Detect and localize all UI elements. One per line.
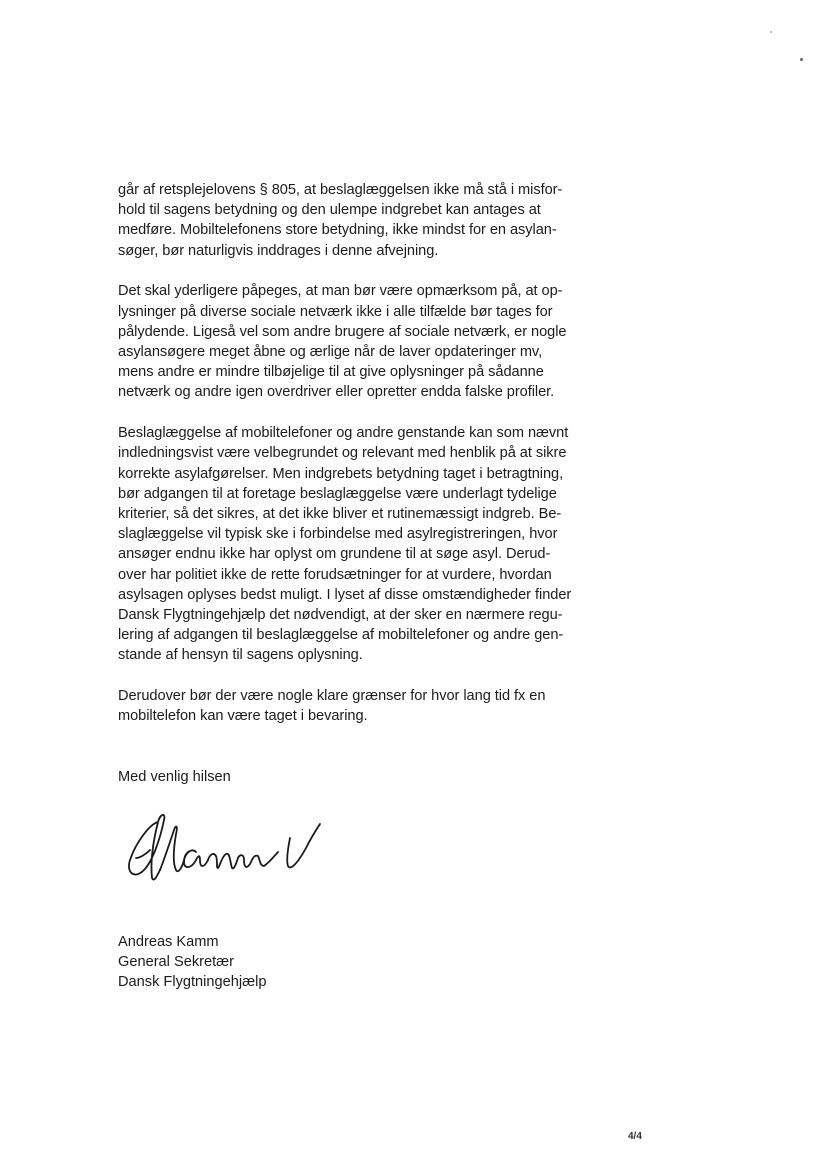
signer-block	[118, 932, 266, 993]
text-line: slaglæggelse vil typisk ske i forbindelse med asylregistreringen, hvor	[118, 526, 558, 543]
text-line: mens andre er mindre tilbøjelige til at give oplysninger på sådanne	[118, 364, 544, 381]
text-line: hold til sagens betydning og den ulempe indgrebet kan antages at	[118, 202, 541, 219]
paragraph	[118, 281, 598, 402]
paragraph	[118, 180, 598, 261]
text-line: over har politiet ikke de rette forudsætninger for at vurdere, hvordan	[118, 566, 552, 583]
signer-organization: Dansk Flygtningehjælp	[118, 974, 267, 991]
text-line: bør adgangen til at foretage beslaglæggelse være underlagt tydelige	[118, 485, 557, 502]
page-number: 4/4	[628, 1131, 642, 1142]
text-line: kriterier, så det sikres, at det ikke bliver et rutinemæssigt indgreb. Be-	[118, 506, 562, 523]
letter-body	[118, 180, 598, 747]
text-line: asylsagen oplyses bedst muligt. I lyset af disse omstændigheder finder	[118, 586, 572, 603]
scan-speck	[770, 31, 772, 33]
text-line: korrekte asylafgørelser. Men indgrebets betydning taget i betragtning,	[118, 465, 564, 482]
text-line: asylansøgere meget åbne og ærlige når de laver opdateringer mv,	[118, 344, 543, 361]
text-line: lering af adgangen til beslaglæggelse af mobiltelefoner og andre gen-	[118, 627, 564, 644]
handwritten-signature	[120, 808, 330, 888]
text-line: pålydende. Ligeså vel som andre brugere af sociale netværk, er nogle	[118, 323, 567, 340]
text-line: ansøger endnu ikke har oplyst om grundene til at søge asyl. Derud-	[118, 546, 551, 563]
signer-name: Andreas Kamm	[118, 934, 219, 950]
paragraph	[118, 686, 598, 726]
signer-title: General Sekretær	[118, 954, 234, 971]
text-line: medføre. Mobiltelefonens store betydning, ikke mindst for en asylan-	[118, 222, 557, 239]
text-line: Dansk Flygtningehjælp det nødvendigt, at der sker en nærmere regu-	[118, 607, 563, 624]
text-line: indledningsvist være velbegrundet og relevant med henblik på at sikre	[118, 445, 567, 462]
text-line: stande af hensyn til sagens oplysning.	[118, 647, 363, 664]
text-line: netværk og andre igen overdriver eller opretter endda falske profiler.	[118, 384, 555, 401]
paragraph	[118, 423, 598, 665]
text-line: Det skal yderligere påpeges, at man bør være opmærksom på, at op-	[118, 283, 563, 300]
text-line: Beslaglæggelse af mobiltelefoner og andre genstande kan som nævnt	[118, 425, 569, 442]
text-line: mobiltelefon kan være taget i bevaring.	[118, 708, 368, 725]
text-line: søger, bør naturligvis inddrages i denne afvejning.	[118, 242, 439, 259]
scan-speck	[800, 58, 803, 61]
closing-salutation: Med venlig hilsen	[118, 769, 231, 785]
text-line: går af retsplejelovens § 805, at beslaglæggelsen ikke må stå i misfor-	[118, 182, 563, 198]
text-line: lysninger på diverse sociale netværk ikke i alle tilfælde bør tages for	[118, 303, 553, 320]
text-line: Derudover bør der være nogle klare grænser for hvor lang tid fx en	[118, 688, 546, 705]
